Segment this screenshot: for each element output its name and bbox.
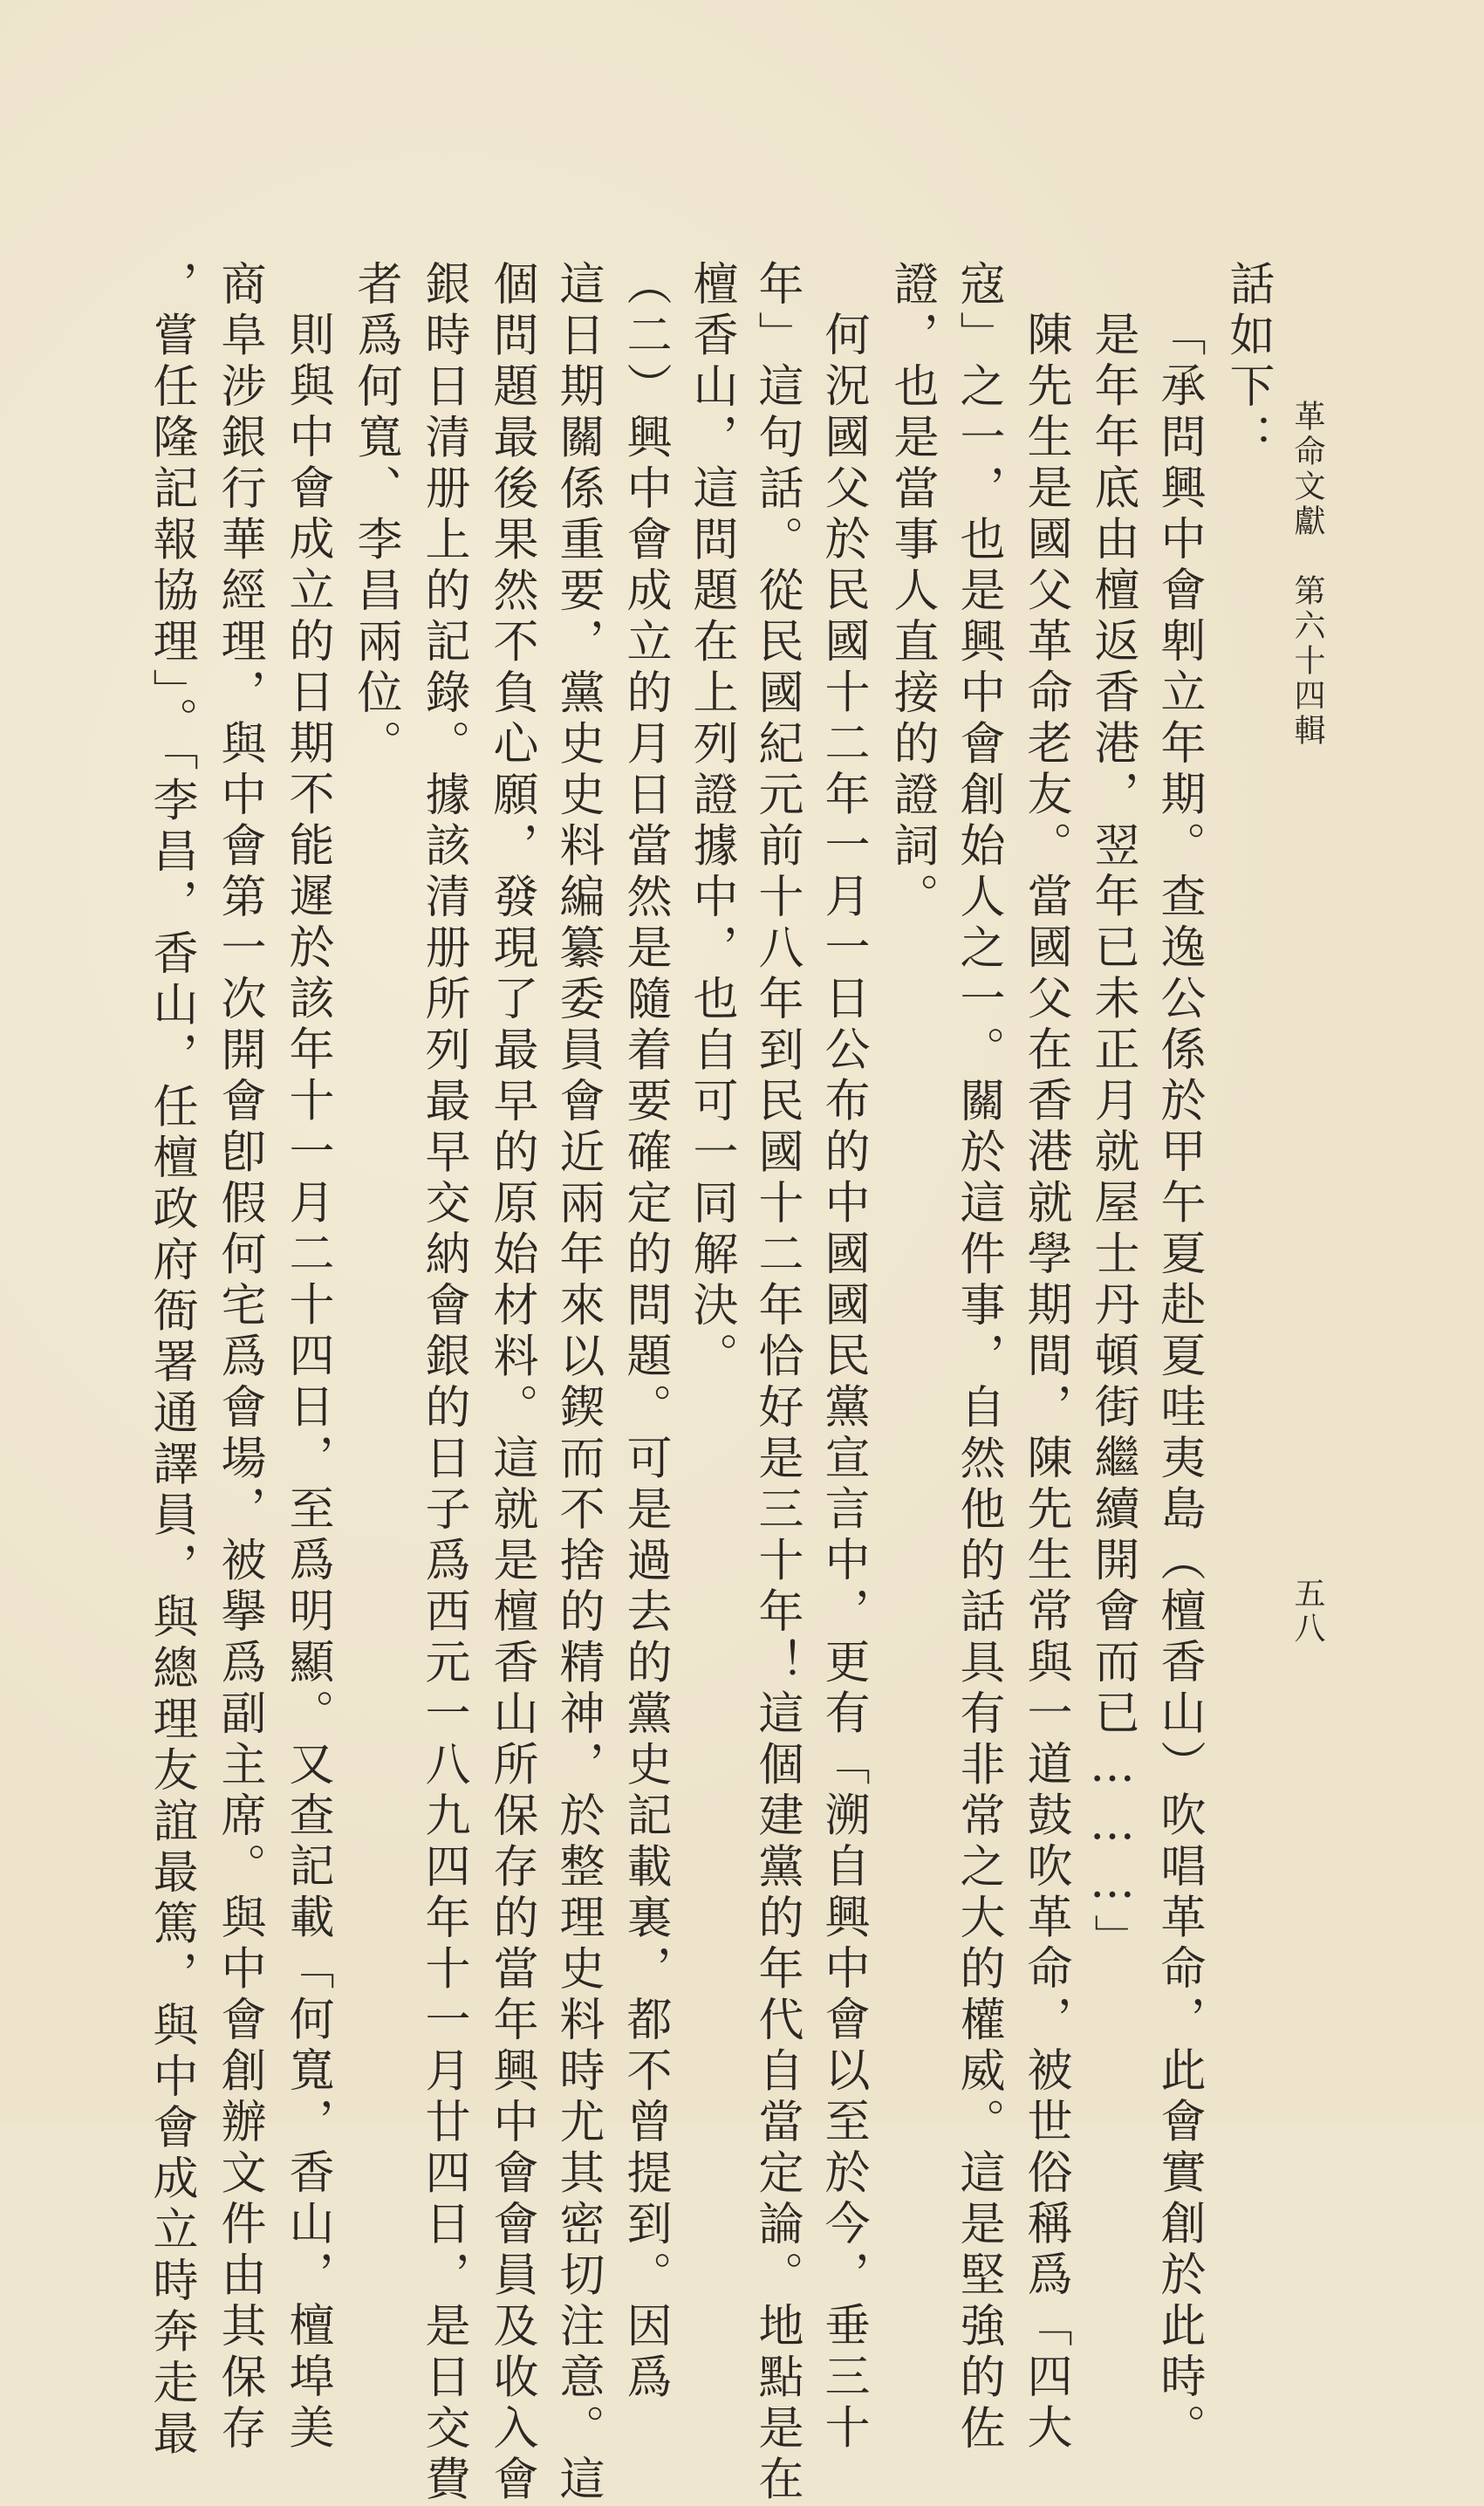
text-column-16: 商阜涉銀行華經理，與中會第一次開會卽假何宅爲會場，被擧爲副主席。與中會創辦文件由其保存 bbox=[213, 260, 265, 2455]
text-column-12: 個問題最後果然不負心願，發現了最早的原始材料。這就是檀香山所保存的當年興中會會員及收入會 bbox=[485, 260, 537, 2506]
text-column-7: 何況國父於民國十二年一月一日公布的中國國民黨宣言中，更有「溯自興中會以至於今，垂三十 bbox=[817, 311, 869, 2455]
text-column-6: 證，也是當事人直接的證詞。 bbox=[886, 260, 938, 924]
text-column-15: 則與中會成立的日期不能遲於該年十一月二十四日，至爲明顯。又查記載「何寬，香山，檀埠美 bbox=[281, 311, 333, 2455]
text-column-10: （二）興中會成立的月日當然是隨着要確定的問題。可是過去的黨史記載裏，都不曾提到。因爲 bbox=[619, 260, 671, 2404]
text-column-17: ，嘗任隆記報協理」。「李昌，香山，任檀政府衙署通譯員，與總理友誼最篤，與中會成立時奔走最 bbox=[145, 260, 197, 2461]
running-header bbox=[1285, 400, 1330, 749]
text-column-13: 銀時日清册上的記錄。據該清册所列最早交納會銀的日子爲西元一八九四年十一月廿四日，是日交費 bbox=[417, 260, 469, 2506]
text-column-3: 是年年底由檀返香港，翌年已未正月就屋士丹頓街繼續開會而已………」 bbox=[1086, 311, 1139, 1965]
header-spacer bbox=[1289, 539, 1325, 574]
publication-title: 革命文獻 bbox=[1289, 400, 1325, 539]
text-column-5: 寇」之一，也是興中會創始人之一。關於這件事，自然他的話具有非常之大的權威。這是堅強的佐 bbox=[952, 260, 1004, 2455]
text-column-1: 話如下： bbox=[1221, 260, 1274, 464]
issue-number: 第六十四輯 bbox=[1289, 574, 1325, 749]
text-column-14: 者爲何寬、李昌兩位。 bbox=[349, 260, 401, 770]
text-column-11: 這日期關係重要，黨史史料編纂委員會近兩年來以鍥而不捨的精神，於整理史料時尤其密切注意。這 bbox=[551, 260, 604, 2506]
text-column-2: 「承問興中會𠜱立年期。查逸公係於甲午夏赴夏哇夷島（檀香山）吹唱革命，此會實創於此時。 bbox=[1152, 311, 1205, 2455]
text-column-4: 陳先生是國父革命老友。當國父在香港就學期間，陳先生常與一道鼓吹革命，被世俗稱爲「四大 bbox=[1019, 311, 1071, 2455]
text-column-9: 檀香山，這問題在上列證據中，也自可一同解決。 bbox=[685, 260, 737, 1383]
text-column-8: 年」這句話。從民國紀元前十八年到民國十二年恰好是三十年！這個建黨的年代自當定論。地點是在 bbox=[750, 260, 803, 2506]
page-number: 五八 bbox=[1289, 1577, 1325, 1647]
